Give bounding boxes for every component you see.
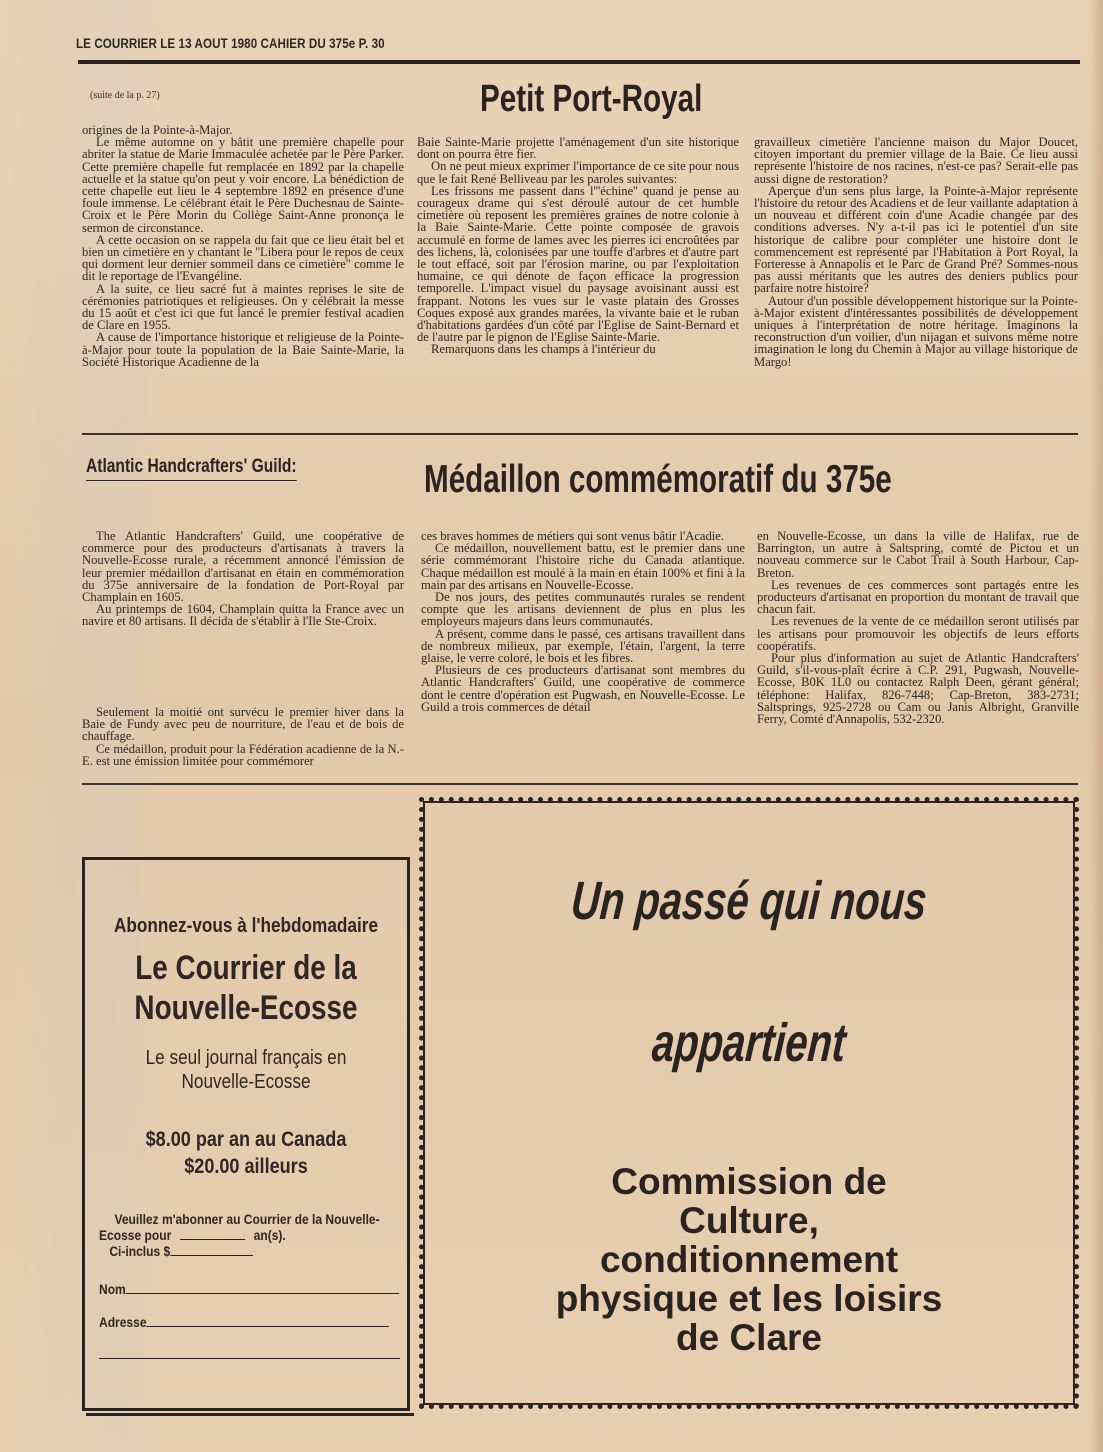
paragraph: A présent, comme dans le passé, ces artisans travaillent dans de nombreux milieux, par exemple, l'étain, l'argent, la terre glaise, le verre coloré, le bois et les fibres. xyxy=(421,626,745,666)
newspaper-name xyxy=(114,948,378,1028)
paragraph: A cette occasion on se rappela du fait que ce lieu était bel et bien un cimetière en y chantant le ''Libera pour le repos de ceux qui dorment leur dernier sommeil dans ce cimetière'' comme le dit le reportage de l'Evangéline. xyxy=(82,232,404,284)
paragraph: Ce médaillon, produit pour la Fédération acadienne de la N.-E. est une émission limitée pour commémorer xyxy=(82,741,404,768)
paragraph: Seulement la moitié ont survécu le premier hiver dans la Baie de Fundy avec peu de nourriture, de l'eau et de bois de chauffage. xyxy=(82,705,404,744)
ad-organization-line-5: de Clare xyxy=(675,1317,822,1358)
ad-organization-line-1: Commission de xyxy=(611,1161,887,1202)
ad-slogan-line-2: appartient xyxy=(650,1013,848,1073)
paragraph: Au printemps de 1604, Champlain quitta la France avec un navire et 80 artisans. Il décida de s'établir à l'Ile Ste-Croix. xyxy=(82,602,404,629)
newspaper-name-line-2: Nouvelle-Ecosse xyxy=(134,989,358,1027)
paragraph: Les revenues de ces commerces sont partagés entre les producteurs d'artisanat en proportion du montant de travail que chacun fait. xyxy=(757,577,1079,617)
paragraph: De nos jours, des petites communautés rurales se rendent compte que les artisans deviennent de plus en plus les employeurs majeurs dans leurs communautés. xyxy=(421,590,745,629)
article1-column-3 xyxy=(754,136,1078,368)
form-enclosed-label: Ci-inclus $ xyxy=(109,1243,171,1259)
amount-field[interactable] xyxy=(170,1243,253,1256)
address-field-line-2[interactable] xyxy=(99,1346,400,1359)
form-address-row xyxy=(99,1314,409,1330)
price-info xyxy=(108,1126,385,1180)
paragraph: Pour plus d'information au sujet de Atlantic Handcrafters' Guild, s'il-vous-plaît écrire à C.P. 291, Pugwash, Nouvelle-Ecosse, B0K 1L0 ou contactez Ralph Deen, gérant général; téléphone: Halifax, 826-7448; Cap-Breton, 383-2731; Saltsprings, 925-2728 ou Cam ou Janis Albright, Granville Ferry, Comté d'Annapolis, 532-2320. xyxy=(757,651,1079,727)
ad-organization-line-4: physique et les loisirs xyxy=(555,1278,943,1319)
paragraph: A la suite, ce lieu sacré fut à maintes reprises le site de cérémonies patriotiques et religieuses. On y célébrait la messe du 15 août et c'est ici que fut lancé le premier festival acadien de Clare en 1955. xyxy=(82,281,404,333)
article-title-petit-port-royal: Petit Port-Royal xyxy=(480,78,703,120)
form-intro: Veuillez m'abonner au Courrier de la Nouvelle- xyxy=(114,1211,380,1227)
article2-kicker: Atlantic Handcrafters' Guild: xyxy=(86,456,297,481)
article2-column-1b xyxy=(82,706,404,767)
paragraph: Autour d'un possible développement historique sur la Pointe-à-Major existent d'intéressantes possibilités de développement uniques à l'interprétation de notre héritage. Imaginons la reconstruction d'un voilier, d'un nijagan et suivons même notre imagination le long du Chemin à Major au village historique de Margo! xyxy=(754,293,1078,369)
paragraph: en Nouvelle-Ecosse, un dans la ville de Halifax, rue de Barrington, un autre à Saltspring, comté de Pictou et un nouveau commerce sur le Cabot Trail à South Harbour, Cap-Breton. xyxy=(757,529,1079,580)
name-field[interactable] xyxy=(126,1281,399,1294)
paragraph: A cause de l'importance historique et religieuse de la Pointe-à-Major pour toute la population de la Baie Sainte-Marie, la Société Historique Acadienne de la xyxy=(82,330,404,369)
tagline-line-1: Le seul journal français en xyxy=(145,1047,347,1069)
paragraph: ces braves hommes de métiers qui sont venus bâtir l'Acadie. xyxy=(421,529,725,543)
subscription-ad xyxy=(82,857,410,1411)
commission-ad xyxy=(419,797,1079,1409)
paragraph: Ce médaillon, nouvellement battu, est le premier dans une série commémorant l'histoire riche du Canada atlantique. Chaque médaillon est moulé à la main en étain 100% et fini à la main par des artisans en Nouvelle-Ecosse. xyxy=(421,541,745,592)
paragraph: Les revenues de la vente de ce médaillon seront utilisés par les artisans pour promouvoir les objectifs de leurs efforts coopératifs. xyxy=(757,614,1079,653)
paragraph: origines de la Pointe-à-Major. xyxy=(82,123,233,137)
price-canada: $8.00 par an au Canada xyxy=(145,1128,347,1151)
paragraph: Le même automne on y bâtit une première chapelle pour abriter la statue de Marie Immaculée achetée par le Père Parker. Cette première chapelle fut remplacée en 1892 par la chapelle actuelle et la statue qu'on peut y voir encore. La bénédiction de cette chapelle eut lieu le 4 septembre 1892 en présence d'une foule immense. Le célébrant était le Père Duchesnau de Sainte-Croix et le Père Morin du Collège Saint-Anne prononça le sermon de circonstance. xyxy=(82,135,404,235)
article1-column-2 xyxy=(417,136,739,356)
running-head: LE COURRIER LE 13 AOUT 1980 CAHIER DU 375e P. 30 xyxy=(76,36,385,51)
tagline-line-2: Nouvelle-Ecosse xyxy=(181,1071,311,1093)
article2-column-2 xyxy=(421,530,745,713)
continued-from-note: (suite de la p. 27) xyxy=(90,90,160,101)
paragraph: Remarquons dans les champs à l'intérieur du xyxy=(431,342,656,357)
ad-organization-line-2: Culture, xyxy=(679,1200,819,1241)
paragraph: Les frissons me passent dans l'''échine'' quand je pense au courageux drame qui s'est déroulé autour de cet humble cimetière où reposent les premières graines de notre colonie à la Baie Sainte-Marie. Cette pointe composée de gravois accumulé en forme de lames avec les pierres ici encroûtées par des lichens, là, colonisées par une touffe d'arbres et d'autre part le tout effacé, soit par l'érosion marine, ou par l'exploitation humaine, ce qui dénote de façon efficace la progression temporelle. L'impact visuel du paysage avoisinant aussi est frappant. Notons les vues sur le vaste platain des Grosses Coques exposé aux grandes marées, la vivante baie et le ruban d'habitations gardées d'un côté par l'Eglise de Saint-Bernard et de l'autre par le pignon de l'Eglise Sainte-Marie. xyxy=(417,183,739,345)
subscribe-heading: Abonnez-vous à l'hebdomadaire xyxy=(113,915,379,937)
form-address-row-2 xyxy=(99,1346,409,1362)
article-title-medaillon: Médaillon commémoratif du 375e xyxy=(424,458,892,501)
years-field[interactable] xyxy=(180,1227,245,1240)
paragraph: gravailleux cimetière l'ancienne maison du Major Doucet, citoyen important du premier village de la Baie. Ce lieu aussi représente l'histoire de nos racines, n'est-ce pas? Serait-elle pas aussi digne de restoration? xyxy=(754,135,1078,186)
top-rule xyxy=(78,60,1080,64)
article2-column-1a xyxy=(82,530,404,628)
newspaper-name-line-1: Le Courrier de la xyxy=(135,949,357,987)
form-name-row xyxy=(99,1281,409,1297)
tagline xyxy=(108,1046,385,1094)
address-field[interactable] xyxy=(147,1314,390,1327)
form-name-label: Nom xyxy=(99,1281,126,1297)
section-divider xyxy=(82,783,1078,785)
subscription-form xyxy=(99,1212,409,1362)
section-divider xyxy=(82,433,1078,435)
paragraph: Baie Sainte-Marie projette l'aménagement d'un site historique dont on pourra être fier. xyxy=(417,135,739,162)
form-years-label: Ecosse pour xyxy=(99,1227,172,1243)
form-address-label: Adresse xyxy=(99,1314,147,1330)
paragraph: On ne peut mieux exprimer l'importance de ce site pour nous que le fait René Belliveau par les paroles suivantes: xyxy=(417,159,739,186)
ad-slogan-line-1: Un passé qui nous xyxy=(569,871,929,931)
article2-column-3 xyxy=(757,530,1079,725)
ad-organization-line-3: conditionnement xyxy=(599,1239,899,1280)
form-years-suffix: an(s). xyxy=(253,1227,286,1243)
paragraph: Aperçue d'un sens plus large, la Pointe-à-Major représente l'histoire du retour des Acadiens et de leur vaillante adaptation à un nouveau et différent coin d'une Acadie changée par des conditions adverses. N'y a-t-il pas ici le potentiel d'un site historique de calibre pour compléter une histoire dont le commencement est représenté par l'Habitation à Port Royal, la Forteresse à Annapolis et le Parc de Grand Pré? Sommes-nous pas aussi méritants que les autres des deniers publics pour parfaire notre histoire? xyxy=(754,183,1078,296)
paragraph: Plusieurs de ces producteurs d'artisanat sont membres du Atlantic Handcrafters' Guild, une coopérative de commerce dont le centre d'opération est Pugwash, en Nouvelle-Ecosse. Le Guild a trois commerces de détail xyxy=(421,663,745,714)
form-enclosed-row xyxy=(99,1243,409,1259)
article1-column-1 xyxy=(82,124,404,368)
ad-organization xyxy=(424,1162,1074,1357)
form-years-row xyxy=(99,1227,409,1243)
paragraph: The Atlantic Handcrafters' Guild, une coopérative de commerce pour des producteurs d'artisanats à travers la Nouvelle-Ecosse rurale, a récemment annoncé l'émission de leur premier médaillon d'artisanat en étain en commémoration du 375e anniversaire de la fondation de Port-Royal par Champlain en 1605. xyxy=(82,529,404,605)
price-elsewhere: $20.00 ailleurs xyxy=(184,1155,308,1178)
